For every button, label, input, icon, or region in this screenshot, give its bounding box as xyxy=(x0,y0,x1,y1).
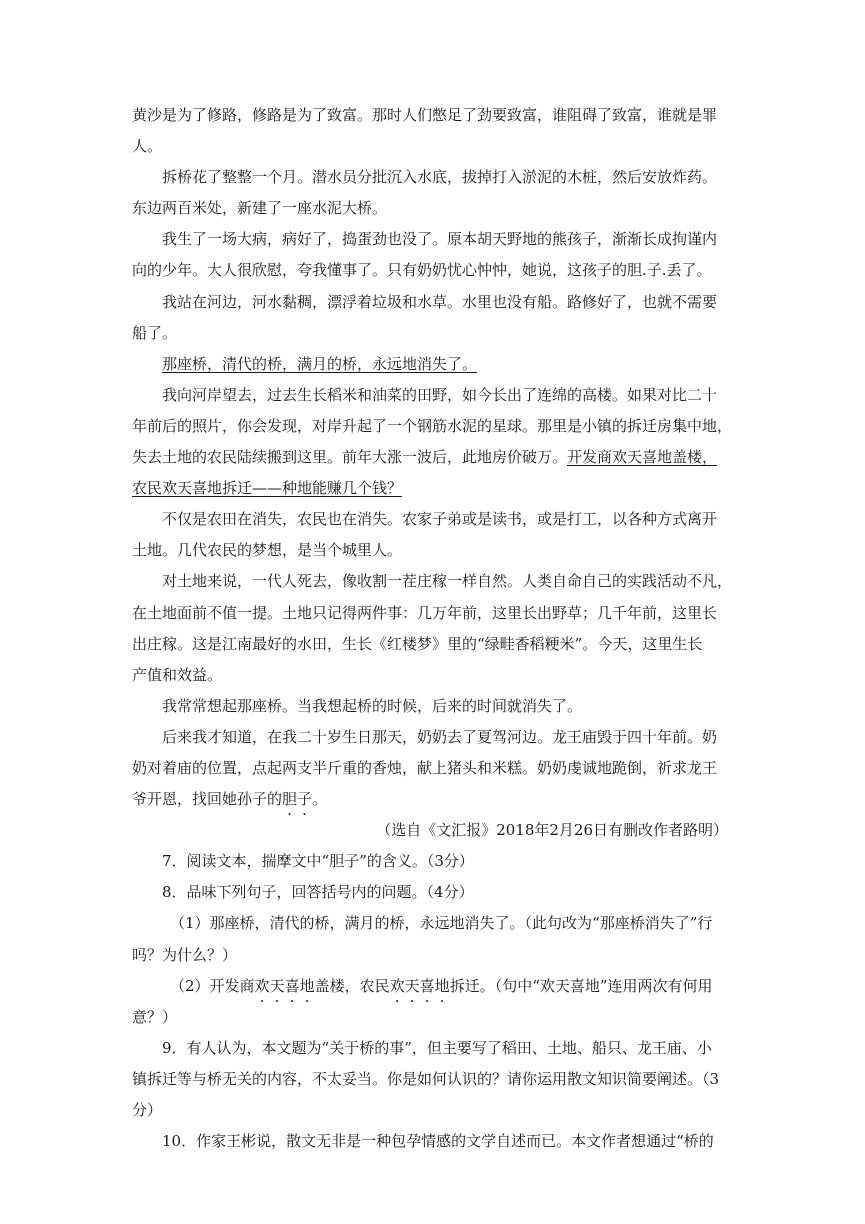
line-text: 船了。 xyxy=(132,323,178,342)
text-line xyxy=(132,353,732,376)
text-line xyxy=(132,1006,732,1029)
text-line xyxy=(132,197,732,220)
line-text: （2）开发商 xyxy=(170,976,255,995)
line-text: 土地。几代农民的梦想，是当个城里人。 xyxy=(132,541,403,560)
text-line xyxy=(132,508,732,531)
line-text: 出庄稼。这是江南最好的水田，生长《红楼梦》里的“绿畦香稻粳米”。今天，这里生长 xyxy=(132,634,703,653)
line-text: 分） xyxy=(132,1101,163,1119)
line-text: 奶对着庙的位置，点起两支半斤重的香烛，献上猪头和米糕。奶奶虔诚地跪倒，祈求龙王 xyxy=(132,758,718,777)
text-line xyxy=(132,259,732,282)
text-line xyxy=(132,570,732,593)
text-line xyxy=(132,850,732,873)
line-text: 镇拆迁等与桥无关的内容，不太妥当。你是如何认识的？请你运用散文知识简要阐述。（3 xyxy=(132,1069,720,1088)
line-text: 在土地面前不值一提。土地只记得两件事：几万年前，这里长出野草；几千年前，这里长 xyxy=(132,603,718,622)
line-text: 8．品味下列句子，回答括号内的问题。（4分） xyxy=(162,883,474,902)
text-line xyxy=(132,291,732,314)
text-line xyxy=(132,104,732,127)
text-line xyxy=(132,757,732,780)
line-text: 那座桥，清代的桥，满月的桥，永远地消失了。 xyxy=(162,354,478,373)
line-text: 拆桥花了整整一个月。潜水员分批沉入水底，拔掉打入淤泥的木桩，然后安放炸药。 xyxy=(162,168,718,187)
text-line xyxy=(132,726,732,749)
text-line xyxy=(132,944,732,967)
emphasized-text: 胆子 xyxy=(282,790,313,809)
text-line xyxy=(132,322,732,345)
text-line xyxy=(132,1099,732,1122)
text-line xyxy=(132,1130,732,1153)
line-text-cont: 拆迁。（句中“欢天喜地”连用两次有何用 xyxy=(449,976,713,995)
text-line xyxy=(132,664,732,687)
text-line xyxy=(132,477,732,500)
line-text: 吗？为什么？） xyxy=(132,945,238,964)
text-line xyxy=(132,539,732,562)
underlined-text: 开发商欢天喜地盖楼， xyxy=(567,448,718,467)
line-text: 后来我才知道，在我二十岁生日那天，奶奶去了夏驾河边。龙王庙毁于四十年前。奶 xyxy=(162,727,718,746)
text-line xyxy=(132,633,732,656)
line-text: 9．有人认为，本文题为“关于桥的事”，但主要写了稻田、土地、船只、龙王庙、小 xyxy=(162,1038,712,1057)
line-text-cont: 盖楼，农民 xyxy=(314,976,390,995)
text-line xyxy=(132,695,732,718)
line-text: 不仅是农田在消失，农民也在消失。农家子弟或是读书，或是打工，以各种方式离开 xyxy=(162,510,718,529)
line-text: 我向河岸望去，过去生长稻米和油菜的田野，如今长出了连绵的高楼。如果对比二十 xyxy=(162,385,718,404)
text-line xyxy=(132,1037,732,1060)
text-line xyxy=(132,1068,732,1091)
text-line xyxy=(132,602,732,625)
text-line xyxy=(132,446,732,469)
text-line xyxy=(132,912,732,935)
line-text: 对土地来说，一代人死去，像收割一茬庄稼一样自然。人类自命自己的实践活动不凡， xyxy=(162,572,733,591)
line-text: 意？） xyxy=(132,1007,178,1026)
text-line xyxy=(132,384,732,407)
line-text: 东边两百米处，新建了一座水泥大桥。 xyxy=(132,199,388,218)
line-text: （1）那座桥，清代的桥，满月的桥，永远地消失了。（此句改为“那座桥消失了”行 xyxy=(170,914,713,933)
document-body xyxy=(132,104,732,1161)
text-line xyxy=(132,166,732,189)
emphasized-text: 欢天喜地 xyxy=(254,976,315,995)
text-line xyxy=(132,135,732,158)
line-text: 爷开恩，找回她孙子的 xyxy=(132,790,283,809)
text-line xyxy=(132,881,732,904)
line-text: 失去土地的农民陆续搬到这里。前年大涨一波后，此地房价破万。 xyxy=(132,448,568,467)
line-text: （选自《文汇报》2018年2月26日有删改作者路明） xyxy=(376,821,728,840)
line-text: 黄沙是为了修路，修路是为了致富。那时人们憋足了劲要致富，谁阻碍了致富，谁就是罪 xyxy=(132,106,718,124)
line-text: 年前后的照片，你会发现，对岸升起了一个钢筋水泥的星球。那里是小镇的拆迁房集中地， xyxy=(132,416,733,435)
line-text: 10．作家王彬说，散文无非是一种包孕情感的文学自述而已。本文作者想通过“桥的 xyxy=(162,1132,714,1151)
text-line xyxy=(132,819,732,842)
line-text: 我站在河边，河水黏稠，漂浮着垃圾和水草。水里也没有船。路修好了，也就不需要 xyxy=(162,292,718,311)
line-text: 人。 xyxy=(132,137,163,156)
line-text: 向的少年。大人很欣慰，夸我懂事了。只有奶奶忧心忡忡，她说，这孩子的胆.子.丢了。 xyxy=(132,261,712,280)
line-text: 7．阅读文本，揣摩文中“胆子”的含义。（3分） xyxy=(162,852,474,871)
line-text: 农民欢天喜地拆迁——种地能赚几个钱？ xyxy=(132,479,403,498)
line-text: 产值和效益。 xyxy=(132,665,223,684)
line-text: 我常常想起那座桥。当我想起桥的时候，后来的时间就消失了。 xyxy=(162,696,583,715)
text-line xyxy=(132,415,732,438)
line-text-cont: 。 xyxy=(312,790,328,809)
text-line xyxy=(132,788,732,811)
text-line xyxy=(132,228,732,251)
text-line xyxy=(132,975,732,998)
line-text: 我生了一场大病，病好了，捣蛋劲也没了。原本胡天野地的熊孩子，渐渐长成拘谨内 xyxy=(162,230,718,249)
emphasized-text: 欢天喜地 xyxy=(389,976,450,995)
